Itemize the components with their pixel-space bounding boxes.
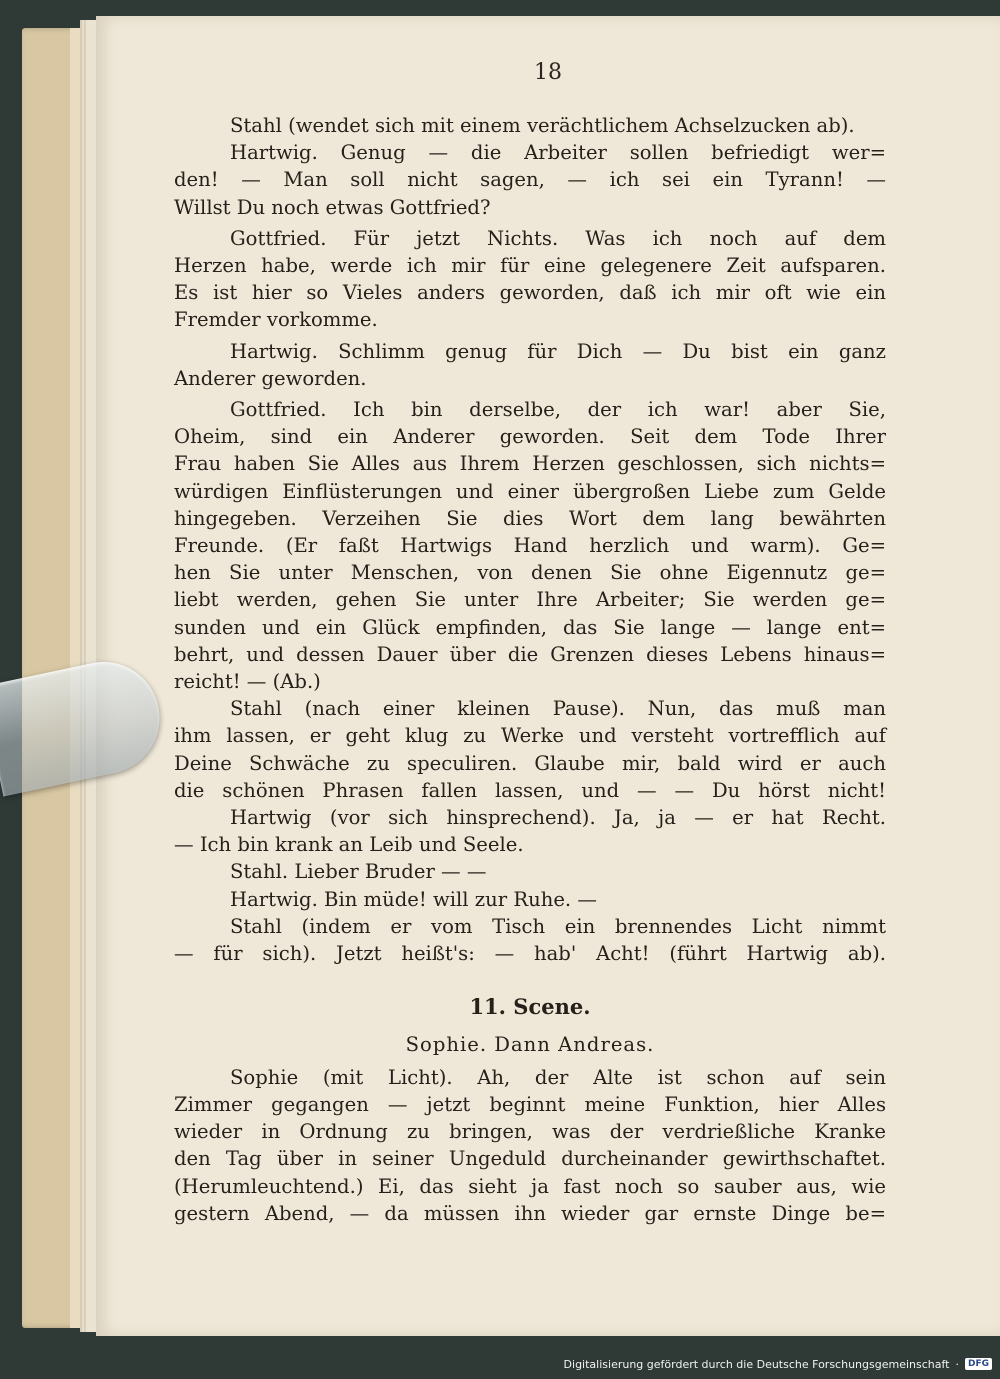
- text-line: sunden und ein Glück empfinden, das Sie lange — lange ent=: [174, 615, 886, 639]
- paragraph: [174, 858, 886, 885]
- page-text: [174, 112, 886, 1227]
- text-line: Stahl (wendet sich mit einem verächtlichem Achselzucken ab).: [230, 114, 855, 137]
- text-line: Herzen habe, werde ich mir für eine gelegenere Zeit aufsparen.: [174, 254, 886, 278]
- text-line: Gottfried. Ich bin derselbe, der ich war! aber Sie,: [230, 398, 886, 422]
- paragraph: [174, 396, 886, 695]
- text-line: Oheim, sind ein Anderer geworden. Seit dem Tode Ihrer: [174, 425, 886, 449]
- paragraph: [174, 886, 886, 913]
- text-line: den! — Man soll nicht sagen, — ich sei ein Tyrann! —: [174, 168, 886, 192]
- paragraph: [174, 804, 886, 858]
- text-line: Frau haben Sie Alles aus Ihrem Herzen geschlossen, sich nichts=: [174, 452, 886, 476]
- text-line: (Herumleuchtend.) Ei, das sieht ja fast noch so sauber aus, wie: [174, 1174, 886, 1198]
- text-line: reicht! — (Ab.): [174, 670, 321, 694]
- text-line: Hartwig (vor sich hinsprechend). Ja, ja — er hat Recht.: [230, 806, 886, 830]
- text-line: Hartwig. Genug — die Arbeiter sollen befriedigt wer=: [230, 141, 886, 165]
- text-line: würdigen Einflüsterungen und einer übergroßen Liebe zum Gelde: [174, 479, 886, 503]
- text-line: Sophie (mit Licht). Ah, der Alte ist schon auf sein: [230, 1065, 886, 1089]
- text-line: Hartwig. Schlimm genug für Dich — Du bist ein ganz: [230, 339, 886, 363]
- paragraph: [174, 1064, 886, 1227]
- text-line: hingegeben. Verzeihen Sie dies Wort dem lang bewährten: [174, 506, 886, 530]
- book-page: [96, 16, 1000, 1336]
- text-line: wieder in Ordnung zu bringen, was der verdrießliche Kranke: [174, 1120, 886, 1144]
- text-line: Zimmer gegangen — jetzt beginnt meine Funktion, hier Alles: [174, 1092, 886, 1116]
- text-line: gestern Abend, — da müssen ihn wieder gar ernste Dinge be=: [174, 1201, 886, 1225]
- text-line: behrt, und dessen Dauer über die Grenzen dieses Lebens hinaus=: [174, 642, 886, 666]
- footer-text: Digitalisierung gefördert durch die Deutsche Forschungsgemeinschaft: [563, 1357, 950, 1371]
- paragraph: [174, 139, 886, 221]
- text-line: Freunde. (Er faßt Hartwigs Hand herzlich und warm). Ge=: [174, 534, 886, 558]
- digitization-footer: Digitalisierung gefördert durch die Deutsche Forschungsgemeinschaft · DFG: [564, 1355, 992, 1373]
- paragraph: [174, 695, 886, 804]
- dfg-logo-icon: DFG: [965, 1358, 992, 1370]
- page-number: 18: [534, 60, 562, 85]
- text-line: liebt werden, gehen Sie unter Ihre Arbeiter; Sie werden ge=: [174, 588, 886, 612]
- text-line: Deine Schwäche zu speculiren. Glaube mir, bald wird er auch: [174, 751, 886, 775]
- text-line: Stahl (indem er vom Tisch ein brennendes Licht nimmt: [230, 914, 886, 938]
- paragraph: [174, 112, 886, 139]
- text-line: den Tag über in seiner Ungeduld durcheinander gewirthschaftet.: [174, 1147, 886, 1171]
- scene-characters: Sophie. Dann Andreas.: [405, 1032, 655, 1056]
- text-line: hen Sie unter Menschen, von denen Sie ohne Eigennutz ge=: [174, 561, 886, 585]
- text-line: Gottfried. Für jetzt Nichts. Was ich noch auf dem: [230, 226, 886, 250]
- text-line: Fremder vorkomme.: [174, 308, 378, 332]
- paragraph: [174, 913, 886, 967]
- text-line: Willst Du noch etwas Gottfried?: [174, 195, 491, 219]
- text-line: — für sich). Jetzt heißt's: — hab' Acht! (führt Hartwig ab).: [174, 942, 886, 966]
- text-line: Stahl (nach einer kleinen Pause). Nun, das muß man: [230, 697, 886, 721]
- text-line: Anderer geworden.: [174, 366, 367, 390]
- scene-heading: 11. Scene.: [469, 994, 591, 1020]
- paragraph: [174, 338, 886, 392]
- text-line: die schönen Phrasen fallen lassen, und — — Du hörst nicht!: [174, 778, 886, 802]
- text-line: Es ist hier so Vieles anders geworden, daß ich mir oft wie ein: [174, 281, 886, 305]
- text-line: Stahl. Lieber Bruder — —: [230, 860, 487, 884]
- text-line: Hartwig. Bin müde! will zur Ruhe. —: [230, 887, 597, 911]
- paragraph: [174, 225, 886, 334]
- text-line: — Ich bin krank an Leib und Seele.: [174, 833, 524, 857]
- text-line: ihm lassen, er geht klug zu Werke und versteht vortrefflich auf: [174, 724, 886, 748]
